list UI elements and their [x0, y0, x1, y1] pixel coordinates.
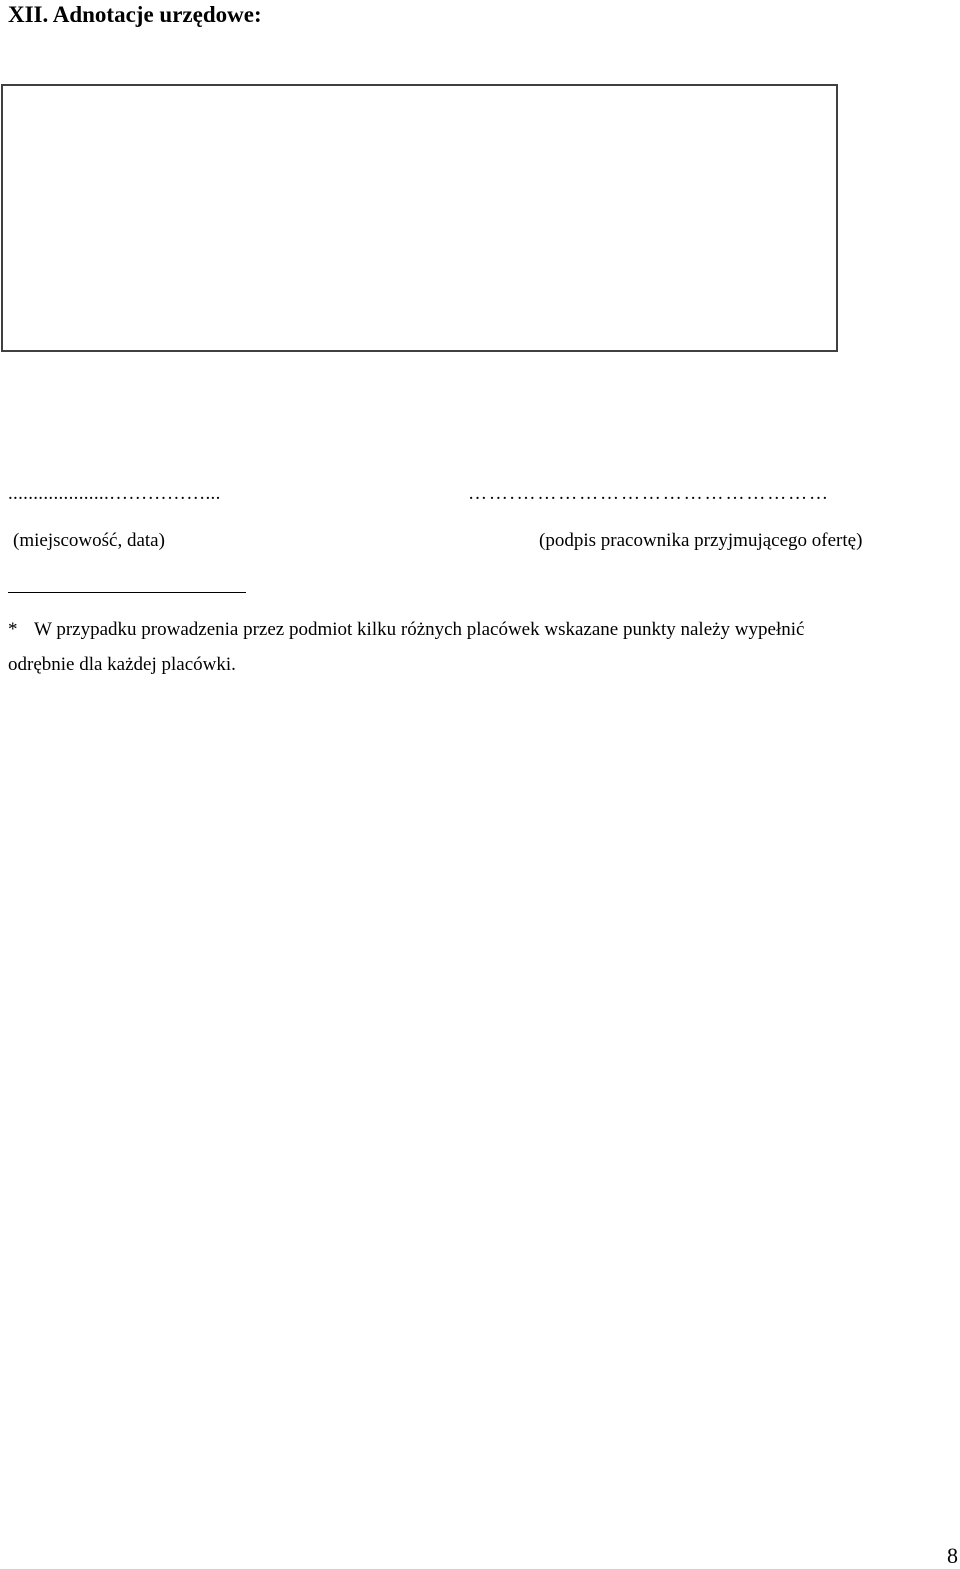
page-number: 8 [947, 1543, 958, 1568]
footnote [8, 612, 908, 682]
signature-dotted-line: …….……………………………………… [468, 483, 830, 504]
official-annotations-box[interactable] [1, 84, 838, 352]
place-date-dotted-line: ....................……………... [8, 483, 221, 504]
footnote-marker: * [8, 619, 18, 640]
footnote-separator [8, 592, 246, 593]
footnote-text-line1: W przypadku prowadzenia przez podmiot kilku różnych placówek wskazane punkty należy wypełnić [34, 619, 805, 640]
place-date-label: (miejscowość, data) [13, 530, 165, 551]
footnote-text-line2: odrębnie dla każdej placówki. [8, 654, 236, 675]
section-heading: XII. Adnotacje urzędowe: [8, 2, 262, 27]
employee-signature-label: (podpis pracownika przyjmującego ofertę) [539, 530, 863, 551]
